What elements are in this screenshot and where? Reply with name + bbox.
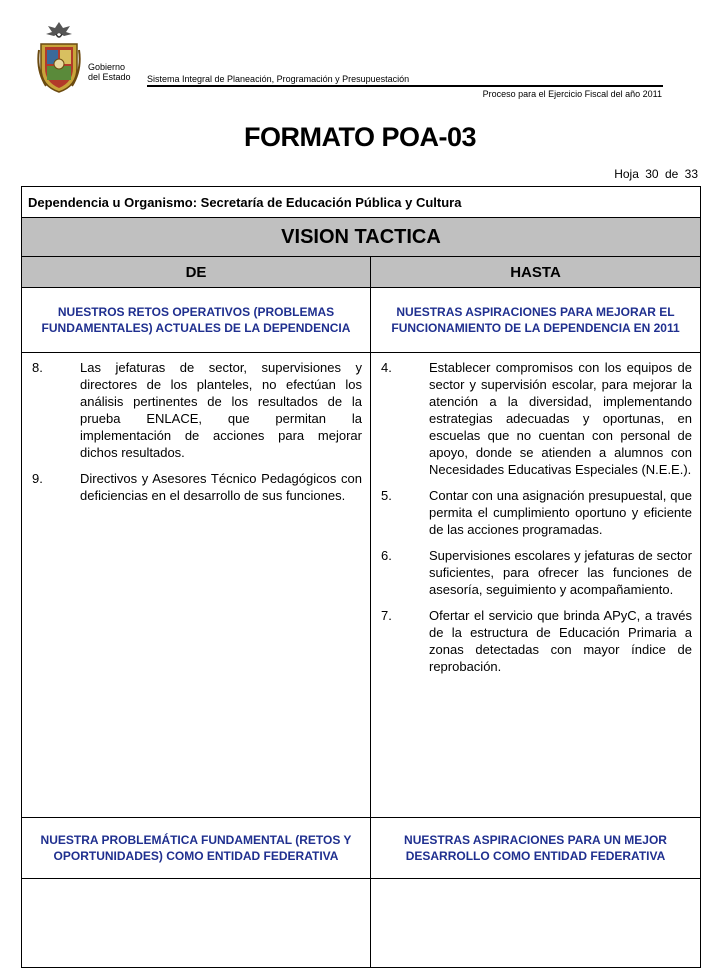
item-text: Directivos y Asesores Técnico Pedagógicos con deficiencias en el desarrollo de sus funciones. <box>80 471 362 503</box>
list-item <box>30 470 362 504</box>
list-item <box>379 547 692 598</box>
form-title: FORMATO POA-03 <box>243 122 477 152</box>
list-item <box>379 607 692 675</box>
aspirations-header: NUESTRAS ASPIRACIONES PARA MEJORAR EL FUNCIONAMIENTO DE LA DEPENDENCIA EN 2011 <box>371 288 701 353</box>
challenges-list <box>30 359 362 504</box>
gov-line-2: del Estado <box>88 72 131 82</box>
column-to-header: HASTA <box>371 257 701 288</box>
operational-challenges-header: NUESTROS RETOS OPERATIVOS (PROBLEMAS FUNDAMENTALES) ACTUALES DE LA DEPENDENCIA <box>22 288 371 353</box>
sheet-total: 33 <box>684 167 698 181</box>
challenges-cell <box>22 353 371 818</box>
sheet-number: 30 <box>645 167 659 181</box>
system-title: Sistema Integral de Planeación, Programación y Presupuestación <box>147 74 410 84</box>
item-text: Las jefaturas de sector, supervisiones y directores de los planteles, no efectúan los análisis pertinentes de los resultados de la prueba ENLACE, que permitan la implementación de acciones para mejorar dichos resultados. <box>80 360 362 460</box>
list-item <box>379 359 692 478</box>
item-text: Establecer compromisos con los equipos de sector y supervisión escolar, para mejorar la atención a la diversidad, implementando estrategias adecuadas y oportunas, en escuelas que no cuentan con personal de apoyo, donde se atienden a alumnos con Necesidades Educativas Especiales (N.E.E.). <box>429 360 692 477</box>
dependency-row: Dependencia u Organismo: Secretaría de Educación Pública y Cultura <box>22 187 701 218</box>
list-item <box>30 359 362 461</box>
item-number: 5. <box>381 488 392 503</box>
state-aspirations-cell <box>371 879 701 968</box>
vision-header: VISION TACTICA <box>22 218 701 257</box>
process-label: Proceso para el Ejercicio Fiscal del año 2011 <box>482 89 662 99</box>
state-aspirations-header: NUESTRAS ASPIRACIONES PARA UN MEJOR DESARROLLO COMO ENTIDAD FEDERATIVA <box>371 818 701 879</box>
item-number: 4. <box>381 360 392 375</box>
header-divider <box>147 85 663 87</box>
sheet-of: de <box>664 167 679 181</box>
gov-line-1: Gobierno <box>88 62 126 72</box>
item-text: Ofertar el servicio que brinda APyC, a través de la estructura de Educación Primaria a zonas detectadas con mayor índice de reprobación. <box>429 608 692 674</box>
sheet-label: Hoja <box>614 167 639 181</box>
item-number: 6. <box>381 548 392 563</box>
aspirations-cell <box>371 353 701 818</box>
item-text: Contar con una asignación presupuestal, que permita el cumplimiento oportuno y eficiente de las acciones programadas. <box>429 488 692 537</box>
item-number: 9. <box>32 471 43 486</box>
state-problems-header: NUESTRA PROBLEMÁTICA FUNDAMENTAL (RETOS Y OPORTUNIDADES) COMO ENTIDAD FEDERATIVA <box>22 818 371 879</box>
column-from-header: DE <box>22 257 371 288</box>
item-text: Supervisiones escolares y jefaturas de sector suficientes, para ofrecer las funciones de asesoría, seguimiento y acompañamiento. <box>429 548 692 597</box>
item-number: 7. <box>381 608 392 623</box>
poa-table <box>21 186 701 968</box>
list-item <box>379 487 692 538</box>
government-label <box>88 62 131 82</box>
state-coat-of-arms-icon <box>36 20 82 96</box>
item-number: 8. <box>32 360 43 375</box>
state-problems-cell <box>22 879 371 968</box>
aspirations-list <box>379 359 692 675</box>
sheet-indicator <box>614 167 698 181</box>
